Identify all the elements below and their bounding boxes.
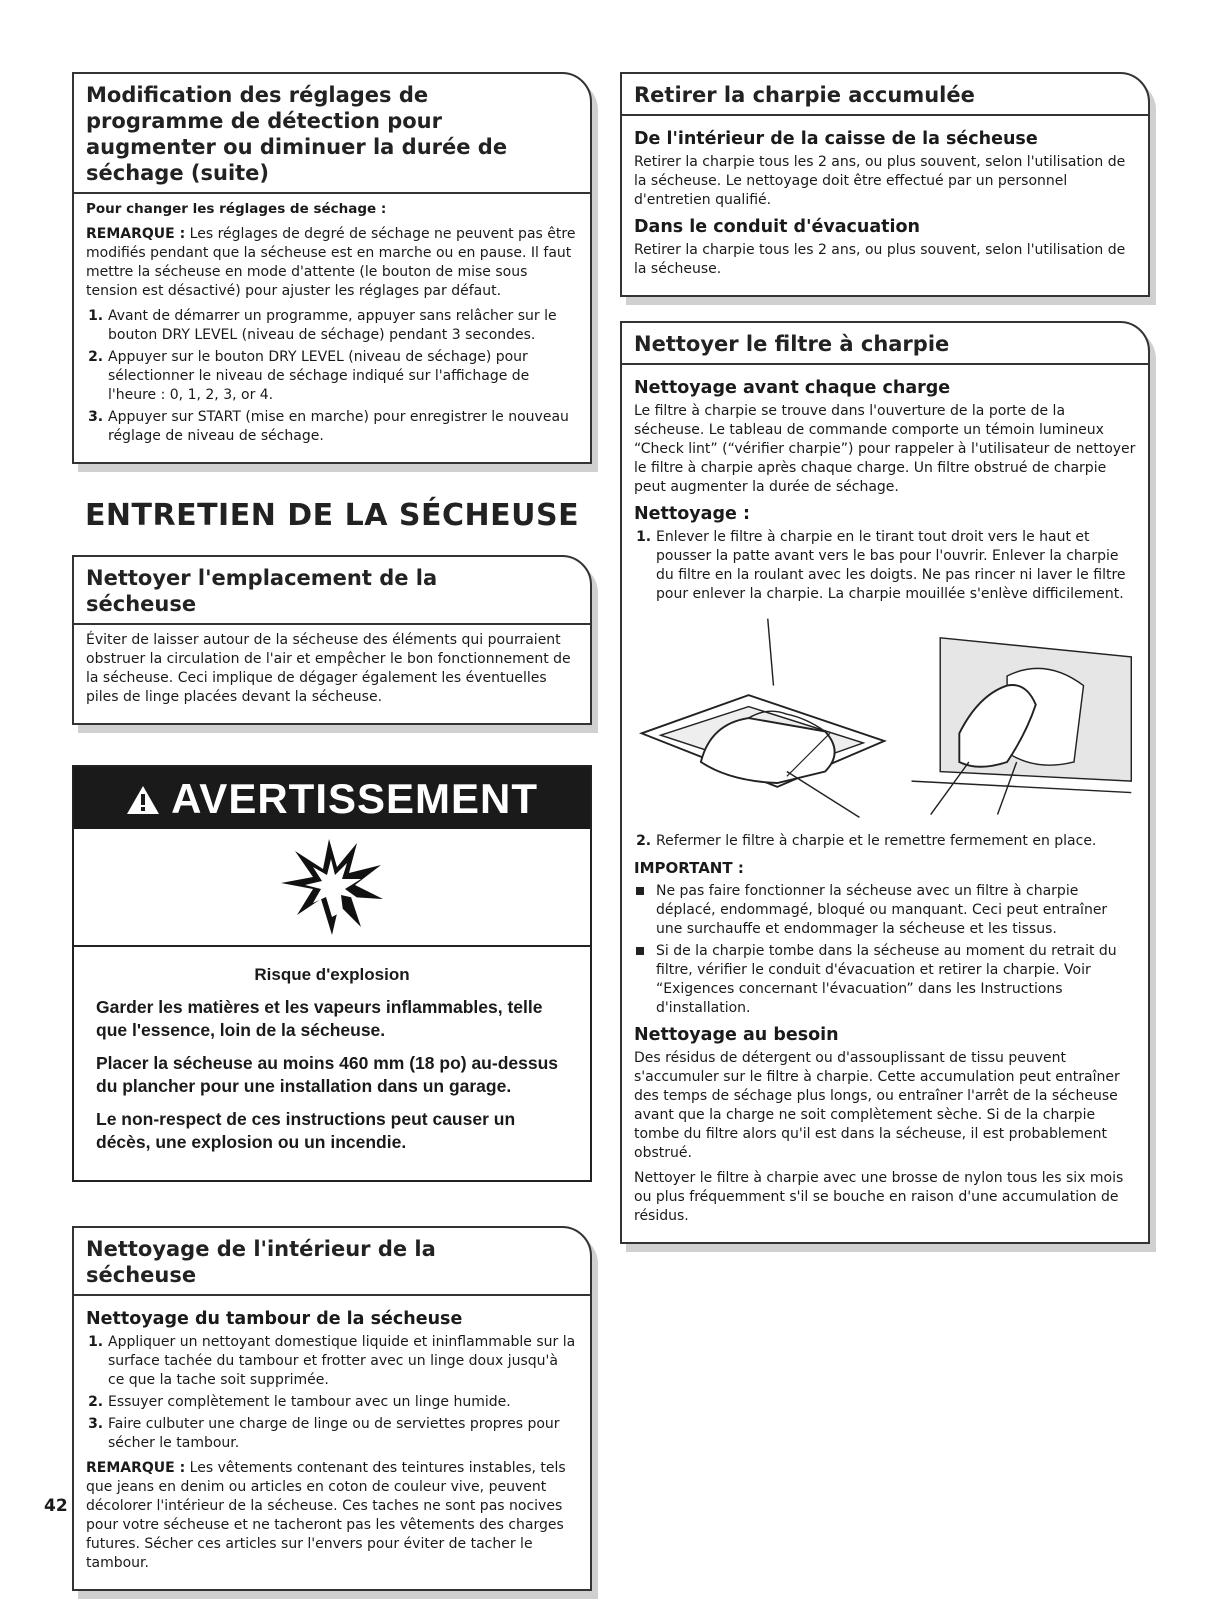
warning-line: Placer la sécheuse au moins 460 mm (18 po) au-dessus du plancher pour une installation dans un garage. (96, 1053, 559, 1096)
lint-roll-illustration (902, 614, 1136, 824)
list-item: 1. Avant de démarrer un programme, appuyer sans relâcher sur le bouton DRY LEVEL (niveau de séchage) pendant 3 secondes. (108, 307, 578, 345)
left-column (72, 72, 592, 1611)
brush-text: Nettoyer le filtre à charpie avec une brosse de nylon tous les six mois ou plus fréquemment s'il se bouche en raison d'une accumulation de résidus. (634, 1170, 1124, 1224)
list-item: 2. Refermer le filtre à charpie et le remettre fermement en place. (656, 832, 1136, 851)
warning-line: Garder les matières et les vapeurs inflammables, telle que l'essence, loin de la sécheuse. (96, 997, 543, 1040)
cleaning-subtitle: Nettoyage : (634, 504, 750, 524)
each-load-subtitle: Nettoyage avant chaque charge (634, 378, 951, 398)
list-item: 3. Appuyer sur START (mise en marche) pour enregistrer le nouveau réglage de niveau de séchage. (108, 408, 578, 446)
drum-note: REMARQUE : Les vêtements contenant des teintures instables, tels que jeans en denim ou articles en coton de couleur vive, peuvent décolorer l'intérieur de la sécheuse. Ces taches ne sont pas nocives pour votre sécheuse et ne tacheront pas les vêtements des charges futures. Sécher ces articles sur l'envers pour éviter de tacher le tambour. (86, 1460, 566, 1571)
lint-removal-title: Retirer la charpie accumulée (622, 74, 1148, 116)
important-label: IMPORTANT : (634, 859, 744, 877)
section-title: ENTRETIEN DE LA SÉCHEUSE (84, 498, 580, 533)
warning-panel (72, 765, 592, 1182)
as-needed-text: Des résidus de détergent ou d'assouplissant de tissu peuvent s'accumuler sur le filtre à charpie. Cette accumulation peut entraîner des temps de séchage plus longs, ou entraîner l'arrêt de la sécheuse avant que la charge ne soit complètement sèche. Si de la charpie tombe du filtre alors qu'il est dans la sécheuse, il est probablement obstrué. (634, 1050, 1120, 1161)
location-title: Nettoyer l'emplacement de la sécheuse (74, 557, 590, 625)
lint-filter-box (620, 321, 1150, 1244)
list-item: 1. Enlever le filtre à charpie en le tirant tout droit vers le haut et pousser la patte avant vers le bas pour l'ouvrir. Enlever la charpie du filtre en la roulant avec les doigts. Ne pas rincer ni laver le filtre pour enlever la charpie. La charpie mouillée s'enlève difficilement. (656, 528, 1136, 604)
each-load-text: Le filtre à charpie se trouve dans l'ouverture de la porte de la sécheuse. Le tableau de commande comporte un témoin lumineux “Check lint” (“vérifier charpie”) pour rappeler à l'utilisateur de nettoyer le filtre à charpie après chaque charge. Un filtre obstrué de charpie peut augmenter la durée de séchage. (634, 403, 1136, 495)
cleaning-step-1 (634, 528, 1136, 604)
page-number: 42 (44, 1496, 68, 1516)
dry-level-note: REMARQUE : Les réglages de degré de séchage ne peuvent pas être modifiés pendant que la sécheuse est en marche ou en pause. Il faut mettre la sécheuse en mode d'attente (le bouton de mise sous tension est désactivé) pour ajuster les réglages par défaut. (86, 226, 576, 299)
warning-title: AVERTISSEMENT (74, 767, 590, 829)
dry-level-steps (86, 307, 578, 446)
list-item: 2. Essuyer complètement le tambour avec un linge humide. (108, 1393, 578, 1412)
as-needed-subtitle: Nettoyage au besoin (634, 1025, 839, 1045)
location-text: Éviter de laisser autour de la sécheuse des éléments qui pourraient obstruer la circulation de l'air et empêcher le bon fonctionnement de la sécheuse. Ceci implique de dégager également les éventuelles piles de linge placées devant la sécheuse. (86, 632, 571, 705)
lint-filter-figures (634, 614, 1136, 824)
dry-level-box (72, 72, 592, 464)
explosion-icon (277, 837, 387, 937)
list-item: 2. Appuyer sur le bouton DRY LEVEL (niveau de séchage) pour sélectionner le niveau de séchage indiqué sur l'affichage de l'heure : 0, 1, 2, 3, or 4. (108, 348, 578, 405)
important-bullets (634, 882, 1136, 1018)
interior-box (72, 1226, 592, 1591)
list-item: Ne pas faire fonctionner la sécheuse avec un filtre à charpie déplacé, endommagé, bloqué ou manquant. Ceci peut entraîner une surchauffe et endommager la sécheuse et les tissus. (656, 882, 1136, 939)
drum-subtitle: Nettoyage du tambour de la sécheuse (86, 1309, 463, 1329)
drum-steps (86, 1333, 578, 1453)
dry-level-title: Modification des réglages de programme de détection pour augmenter ou diminuer la durée de séchage (suite) (74, 74, 590, 194)
list-item: Si de la charpie tombe dans la sécheuse au moment du retrait du filtre, vérifier le conduit d'évacuation et retirer la charpie. Voir “Exigences concernant l'évacuation” dans les Instructions d'installation. (656, 942, 1136, 1018)
warning-triangle-icon (126, 775, 171, 822)
right-column (620, 72, 1150, 1264)
warning-line: Le non-respect de ces instructions peut causer un décès, une explosion ou un incendie. (96, 1109, 516, 1152)
dry-level-intro: Pour changer les réglages de séchage : (86, 201, 387, 217)
lint-filter-title: Nettoyer le filtre à charpie (622, 323, 1148, 365)
cabinet-text: Retirer la charpie tous les 2 ans, ou plus souvent, selon l'utilisation de la sécheuse. Le nettoyage doit être effectué par un personnel d'entretien qualifié. (634, 154, 1126, 208)
lint-filter-removal-illustration (634, 614, 892, 824)
exhaust-text: Retirer la charpie tous les 2 ans, ou plus souvent, selon l'utilisation de la sécheuse. (634, 242, 1126, 277)
cabinet-subtitle: De l'intérieur de la caisse de la sécheuse (634, 129, 1038, 149)
lint-removal-box (620, 72, 1150, 297)
warning-risk: Risque d'explosion (254, 965, 410, 984)
list-item: 3. Faire culbuter une charge de linge ou de serviettes propres pour sécher le tambour. (108, 1415, 578, 1453)
list-item: 1. Appliquer un nettoyant domestique liquide et ininflammable sur la surface tachée du tambour et frotter avec un linge doux jusqu'à ce que la tache soit supprimée. (108, 1333, 578, 1390)
location-box (72, 555, 592, 725)
exhaust-subtitle: Dans le conduit d'évacuation (634, 217, 921, 237)
cleaning-step-2 (634, 832, 1136, 851)
interior-title: Nettoyage de l'intérieur de la sécheuse (74, 1228, 590, 1296)
